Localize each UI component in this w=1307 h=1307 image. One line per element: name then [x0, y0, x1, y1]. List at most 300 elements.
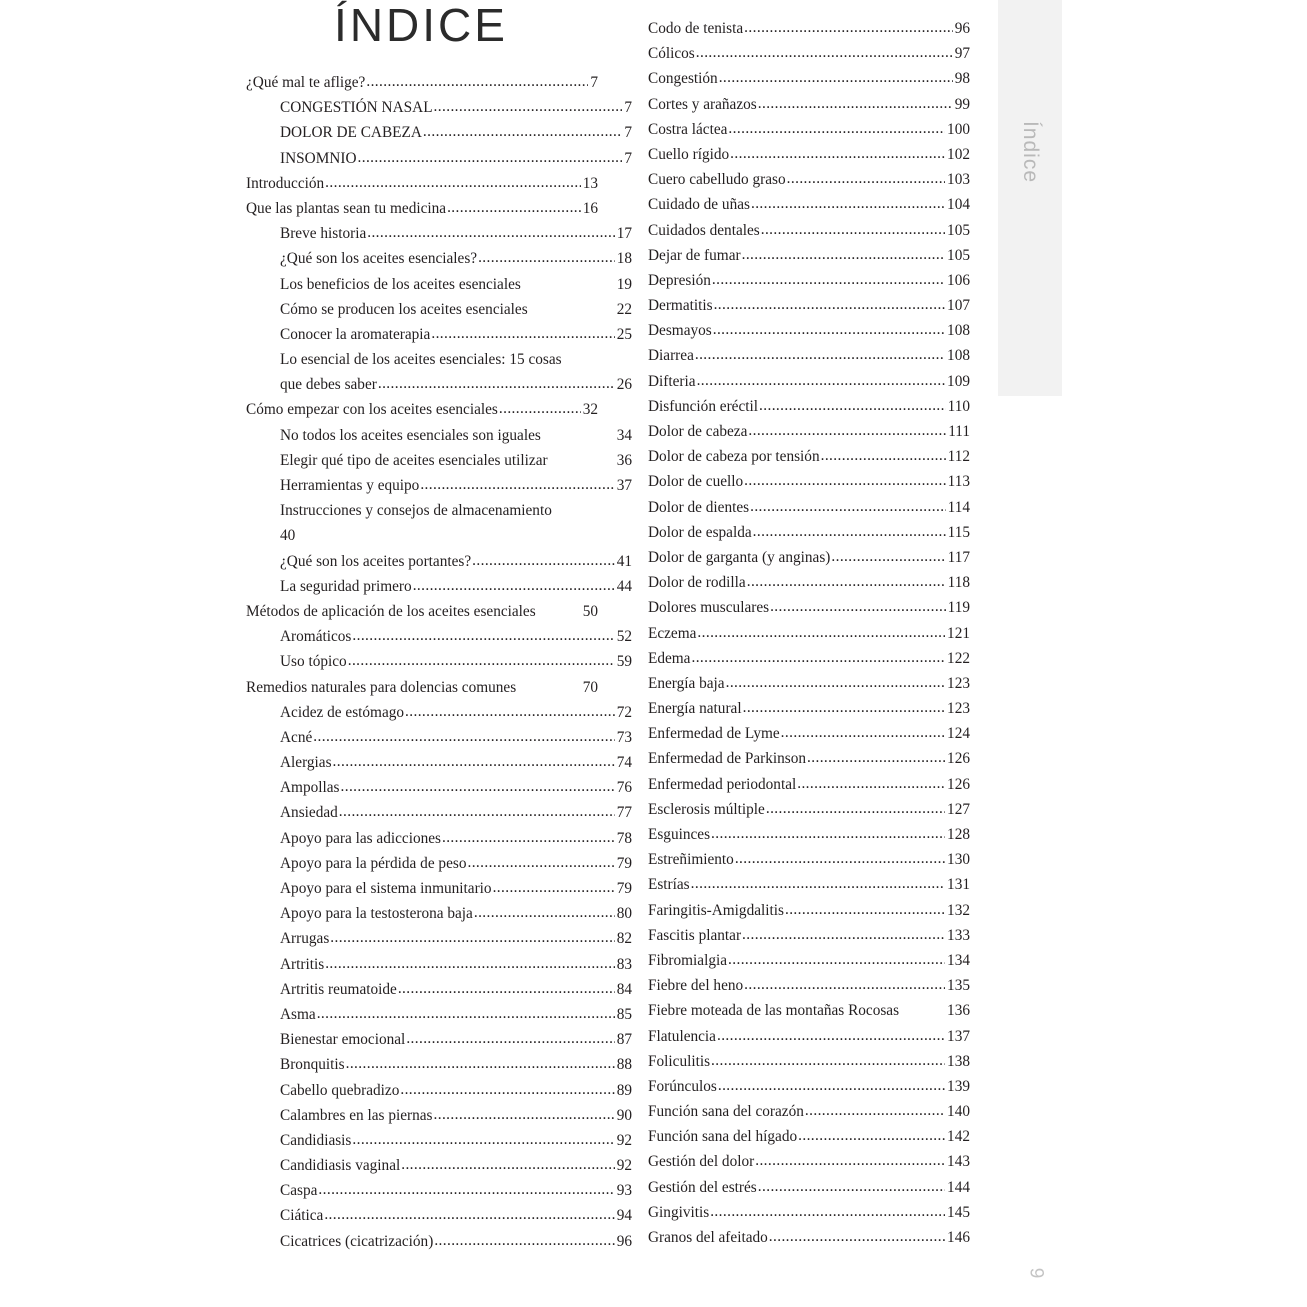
toc-entry[interactable]	[246, 1203, 632, 1228]
toc-entry-label: Artritis	[280, 955, 325, 973]
toc-entry-page-number: 77	[616, 804, 632, 822]
toc-dot-leader	[755, 1149, 945, 1173]
toc-entry[interactable]	[648, 872, 970, 897]
toc-entry[interactable]	[246, 146, 632, 171]
toc-entry[interactable]	[246, 473, 632, 498]
toc-entry-page-number: 127	[947, 800, 970, 818]
toc-entry-page-number: 111	[948, 423, 970, 440]
toc-entry-page-number: 109	[947, 372, 970, 390]
toc-entry-label: Edema	[648, 649, 691, 667]
toc-entry-page-number: 115	[947, 523, 970, 541]
toc-entry-page-number: 13	[582, 174, 598, 192]
toc-entry[interactable]	[246, 826, 632, 851]
toc-entry[interactable]	[648, 1200, 970, 1225]
toc-dot-leader	[744, 16, 953, 40]
toc-entry[interactable]	[648, 847, 970, 872]
toc-entry-page-number: 103	[947, 171, 970, 189]
toc-entry[interactable]	[648, 545, 970, 570]
toc-dot-leader	[758, 1175, 945, 1199]
toc-entry-page-number: 133	[947, 926, 970, 944]
toc-entry-label: Dolor de cuello	[648, 473, 744, 491]
toc-entry[interactable]	[648, 167, 970, 192]
toc-entry-label: Foliculitis	[648, 1052, 711, 1070]
toc-entry[interactable]	[648, 1099, 970, 1124]
toc-dot-leader	[718, 1074, 945, 1098]
toc-entry[interactable]	[648, 293, 970, 318]
toc-entry[interactable]	[648, 218, 970, 243]
toc-entry-label: Fascitis plantar	[648, 926, 742, 944]
toc-entry-label: Cuidados dentales	[648, 221, 760, 239]
toc-dot-leader	[717, 1024, 945, 1048]
toc-dot-leader	[728, 948, 945, 972]
toc-entry[interactable]	[246, 1078, 632, 1103]
toc-entry[interactable]	[246, 1103, 632, 1128]
toc-dot-leader	[730, 142, 945, 166]
toc-entry-page-number: 119	[947, 599, 970, 617]
toc-entry-label: Dolor de cabeza por tensión	[648, 448, 820, 466]
section-tab-label: Índice	[1019, 120, 1042, 184]
toc-dot-leader	[406, 1027, 614, 1051]
toc-entry[interactable]	[246, 1178, 632, 1203]
toc-dot-leader	[798, 1124, 945, 1148]
toc-entry-label: Aromáticos	[280, 628, 352, 646]
toc-dot-leader	[467, 851, 614, 875]
toc-entry[interactable]	[246, 221, 632, 246]
toc-entry-label: Estrías	[648, 876, 690, 894]
toc-entry-page-number: 128	[947, 826, 970, 843]
toc-entry[interactable]	[648, 1074, 970, 1099]
toc-entry[interactable]	[246, 272, 632, 297]
toc-dot-leader	[434, 1103, 615, 1127]
toc-entry-label: Alergias	[280, 754, 332, 772]
toc-entry[interactable]	[246, 675, 598, 700]
toc-entry[interactable]	[648, 117, 970, 142]
toc-entry-label: Apoyo para el sistema inmunitario	[280, 880, 492, 897]
toc-entry-label: Dolor de rodilla	[648, 574, 746, 592]
toc-dot-leader	[728, 117, 945, 141]
toc-dot-leader	[352, 624, 614, 648]
toc-entry-page-number: 145	[947, 1203, 970, 1221]
toc-entry[interactable]	[648, 595, 970, 620]
toc-entry-page-number: 136	[947, 1002, 970, 1020]
toc-entry-page-number: 146	[947, 1229, 970, 1246]
toc-entry-label: ¿Qué son los aceites portantes?	[280, 552, 472, 570]
toc-entry[interactable]	[246, 750, 632, 775]
toc-dot-leader	[434, 95, 623, 119]
toc-dot-leader	[420, 473, 614, 497]
toc-entry[interactable]	[246, 800, 632, 825]
toc-entry-label: Enfermedad de Parkinson	[648, 750, 807, 768]
toc-entry[interactable]	[246, 95, 632, 120]
toc-dot-leader	[758, 92, 953, 116]
toc-entry[interactable]	[648, 671, 970, 696]
toc-entry-page-number: 113	[947, 473, 970, 491]
toc-entry-page-number: 124	[947, 725, 970, 743]
toc-entry-label: Cicatrices (cicatrización)	[280, 1232, 434, 1250]
toc-entry-page-number: 112	[947, 448, 970, 466]
toc-entry[interactable]	[648, 92, 970, 117]
toc-entry[interactable]	[648, 721, 970, 746]
toc-dot-leader	[474, 901, 615, 925]
toc-entry-page-number: 90	[616, 1106, 632, 1124]
toc-entry[interactable]	[648, 696, 970, 721]
page-title: ÍNDICE	[334, 0, 508, 51]
toc-entry[interactable]	[648, 192, 970, 217]
toc-entry-label: ¿Qué mal te aflige?	[246, 74, 366, 91]
toc-entry-page-number: 76	[616, 779, 632, 797]
toc-dot-leader	[726, 671, 945, 695]
toc-dot-leader	[753, 520, 946, 544]
toc-entry-page-number: 126	[947, 775, 970, 793]
toc-entry-label: Fibromialgia	[648, 951, 728, 969]
toc-entry-label: Dejar de fumar	[648, 246, 741, 264]
toc-entry-label: Flatulencia	[648, 1027, 716, 1045]
toc-entry-page-number: 52	[616, 628, 632, 646]
toc-entry[interactable]	[648, 343, 970, 368]
toc-entry[interactable]	[648, 66, 970, 91]
toc-dot-leader	[330, 926, 614, 950]
toc-entry-label: Costra láctea	[648, 120, 728, 138]
toc-entry-page-number: 96	[954, 20, 970, 37]
toc-entry-page-number: 105	[947, 221, 970, 239]
toc-entry-page-number: 100	[947, 120, 970, 138]
toc-entry[interactable]	[246, 196, 598, 221]
toc-entry-label: Calambres en las piernas	[280, 1106, 433, 1124]
toc-entry[interactable]	[648, 444, 970, 469]
toc-entry[interactable]	[246, 1027, 632, 1052]
toc-dot-leader	[447, 196, 581, 220]
toc-entry-label: Cuidado de uñas	[648, 196, 750, 214]
toc-dot-leader	[742, 243, 945, 267]
toc-dot-leader	[493, 876, 615, 900]
toc-entry[interactable]	[648, 1175, 970, 1200]
toc-entry-page-number: 130	[947, 851, 970, 869]
toc-dot-leader	[710, 1200, 945, 1224]
toc-entry-page-number: 79	[616, 854, 632, 872]
toc-entry-page-number: 92	[616, 1131, 632, 1149]
toc-entry[interactable]	[246, 1002, 632, 1027]
toc-dot-leader	[405, 700, 615, 724]
toc-entry[interactable]	[648, 1024, 970, 1049]
toc-entry[interactable]	[246, 1052, 632, 1077]
toc-entry[interactable]	[246, 70, 598, 95]
toc-entry-label: Los beneficios de los aceites esenciales	[280, 275, 521, 293]
toc-entry-page-number: 19	[616, 275, 632, 293]
toc-dot-leader	[423, 120, 622, 144]
toc-dot-leader	[333, 750, 615, 774]
toc-entry-page-number: 87	[616, 1031, 632, 1049]
toc-entry-page-number: 37	[616, 477, 632, 494]
toc-entry[interactable]	[648, 41, 970, 66]
toc-entry-label: Eczema	[648, 624, 697, 642]
toc-entry[interactable]	[648, 394, 970, 419]
toc-entry[interactable]	[648, 369, 970, 394]
toc-dot-leader	[313, 725, 614, 749]
toc-entry-page-number: 96	[616, 1232, 632, 1250]
toc-entry[interactable]	[246, 599, 598, 624]
toc-dot-leader	[346, 1052, 615, 1076]
toc-entry-label: Cortes y arañazos	[648, 95, 757, 113]
toc-entry-label: Cuero cabelludo graso	[648, 171, 786, 189]
toc-entry-label: Faringitis-Amigdalitis	[648, 901, 784, 919]
toc-dot-leader	[431, 322, 614, 346]
toc-entry-label: INSOMNIO	[280, 149, 357, 167]
toc-entry[interactable]	[246, 347, 632, 372]
toc-entry-page-number: 144	[947, 1178, 970, 1196]
toc-entry[interactable]	[648, 520, 970, 545]
toc-dot-leader	[339, 800, 615, 824]
toc-entry-label: Bienestar emocional	[280, 1031, 406, 1049]
toc-entry[interactable]	[648, 268, 970, 293]
toc-entry-page-number: 34	[616, 426, 632, 444]
toc-entry-label: Que las plantas sean tu medicina	[246, 199, 447, 217]
toc-entry-label: Lo esencial de los aceites esenciales: 15 cosas	[280, 351, 562, 369]
toc-entry[interactable]	[246, 372, 632, 397]
toc-entry[interactable]	[246, 700, 632, 725]
toc-entry-label: Energía baja	[648, 674, 725, 692]
toc-entry-page-number: 17	[616, 225, 632, 243]
toc-entry-label: Gestión del dolor	[648, 1153, 755, 1171]
toc-entry-label: Breve historia	[280, 225, 367, 243]
toc-dot-leader	[499, 397, 581, 421]
toc-entry-label: Ampollas	[280, 779, 340, 797]
toc-dot-leader	[750, 495, 946, 519]
toc-entry[interactable]	[246, 120, 632, 145]
toc-entry[interactable]	[246, 876, 632, 901]
toc-entry[interactable]	[648, 469, 970, 494]
toc-entry-label: Artritis reumatoide	[280, 980, 397, 998]
toc-dot-leader	[714, 293, 945, 317]
toc-entry-label: Codo de tenista	[648, 20, 744, 37]
toc-dot-leader	[831, 545, 945, 569]
toc-dot-leader	[398, 977, 615, 1001]
toc-entry[interactable]	[648, 142, 970, 167]
toc-entry[interactable]	[648, 998, 970, 1023]
toc-entry[interactable]	[246, 448, 632, 473]
toc-entry-label: DOLOR DE CABEZA	[280, 124, 422, 142]
toc-dot-leader	[712, 268, 945, 292]
toc-entry-label: Gingivitis	[648, 1203, 710, 1221]
toc-entry-label: Dolor de cabeza	[648, 423, 748, 440]
toc-entry[interactable]	[246, 498, 632, 523]
toc-entry-page-number: 44	[616, 577, 632, 595]
toc-dot-leader	[781, 721, 945, 745]
toc-entry-page-number: 92	[616, 1157, 632, 1175]
toc-entry-label: Energía natural	[648, 700, 742, 718]
toc-entry[interactable]	[246, 624, 632, 649]
toc-dot-leader	[691, 872, 945, 896]
toc-entry[interactable]	[246, 725, 632, 750]
toc-dot-leader	[743, 696, 945, 720]
toc-entry-label: Forúnculos	[648, 1077, 717, 1095]
toc-entry[interactable]	[246, 977, 632, 1002]
toc-entry[interactable]	[648, 923, 970, 948]
toc-entry-page-number: 59	[616, 653, 632, 671]
toc-entry-label: Congestión	[648, 70, 718, 88]
toc-entry-label: Cuello rígido	[648, 145, 730, 163]
toc-entry-page-number: 108	[947, 347, 970, 365]
toc-entry-page-number: 138	[947, 1052, 970, 1070]
toc-entry-page-number: 84	[616, 980, 632, 998]
toc-entry-label: CONGESTIÓN NASAL	[280, 99, 433, 117]
toc-dot-leader	[711, 822, 945, 846]
toc-dot-leader	[713, 318, 945, 342]
toc-entry[interactable]	[648, 16, 970, 41]
toc-column-left	[246, 70, 632, 1254]
toc-dot-leader	[744, 973, 945, 997]
toc-dot-leader	[348, 649, 615, 673]
toc-entry-page-number: 106	[947, 271, 970, 289]
toc-dot-leader	[748, 419, 946, 443]
toc-entry-label: Cómo se producen los aceites esenciales	[280, 300, 528, 318]
toc-entry[interactable]	[648, 1225, 970, 1250]
toc-entry[interactable]	[246, 775, 632, 800]
toc-entry-page-number: 98	[954, 70, 970, 88]
toc-entry[interactable]	[648, 243, 970, 268]
toc-entry-page-number: 25	[616, 325, 632, 343]
toc-entry-label: Instrucciones y consejos de almacenamiento	[280, 502, 552, 520]
toc-entry-page-number: 18	[616, 250, 632, 268]
toc-entry[interactable]	[648, 646, 970, 671]
toc-entry-page-number: 79	[616, 880, 632, 897]
toc-entry-label: Enfermedad periodontal	[648, 775, 797, 793]
toc-entry-page-number: 50	[582, 602, 598, 620]
toc-entry-label: Bronquitis	[280, 1056, 345, 1074]
toc-entry-label: Asma	[280, 1005, 316, 1023]
toc-entry-page-number: 89	[616, 1081, 632, 1099]
toc-entry[interactable]	[648, 973, 970, 998]
toc-entry-label: Dolor de garganta (y anginas)	[648, 548, 831, 566]
toc-entry[interactable]	[648, 419, 970, 444]
toc-entry-label: Gestión del estrés	[648, 1178, 757, 1196]
toc-entry-label: Ciática	[280, 1207, 324, 1225]
toc-dot-leader	[821, 444, 946, 468]
toc-entry[interactable]	[648, 1049, 970, 1074]
toc-entry-page-number: 123	[947, 674, 970, 692]
toc-entry-page-number: 97	[954, 45, 970, 63]
toc-entry-label: Caspa	[280, 1182, 318, 1200]
toc-dot-leader	[352, 1128, 614, 1152]
toc-entry[interactable]	[246, 246, 632, 271]
toc-entry[interactable]	[246, 851, 632, 876]
toc-dot-leader	[413, 574, 615, 598]
toc-entry-page-number: 41	[616, 552, 632, 570]
toc-entry-label: Candidiasis vaginal	[280, 1157, 401, 1175]
toc-entry-page-number: 117	[947, 548, 970, 566]
toc-entry-page-number: 94	[616, 1207, 632, 1225]
toc-entry-label: Estreñimiento	[648, 851, 734, 869]
toc-dot-leader	[770, 595, 946, 619]
toc-entry-label: Dermatitis	[648, 297, 713, 315]
toc-entry-label: Apoyo para la pérdida de peso	[280, 854, 467, 872]
toc-entry-page-number: 108	[947, 322, 970, 340]
toc-entry[interactable]	[246, 171, 598, 196]
toc-dot-leader	[324, 1203, 614, 1227]
toc-dot-leader	[719, 66, 953, 90]
toc-entry-page-number: 26	[616, 376, 632, 394]
toc-entry-label: ¿Qué son los aceites esenciales?	[280, 250, 478, 268]
toc-entry[interactable]	[648, 772, 970, 797]
toc-entry[interactable]	[246, 549, 632, 574]
toc-entry-page-number: 114	[947, 498, 970, 516]
toc-entry[interactable]	[648, 1149, 970, 1174]
toc-dot-leader	[401, 1153, 614, 1177]
toc-entry[interactable]	[246, 649, 632, 674]
toc-dot-leader	[366, 70, 588, 94]
toc-entry[interactable]	[648, 948, 970, 973]
toc-dot-leader	[478, 246, 615, 270]
toc-dot-leader	[711, 1049, 945, 1073]
toc-entry-label: Esguinces	[648, 826, 711, 843]
toc-entry-page-number: 74	[616, 754, 632, 772]
toc-entry[interactable]	[648, 621, 970, 646]
toc-entry-page-number: 121	[947, 624, 970, 642]
toc-entry-label: Métodos de aplicación de los aceites esenciales	[246, 602, 536, 620]
toc-entry-page-number: 73	[616, 728, 632, 746]
toc-entry-label: Acidez de estómago	[280, 703, 405, 721]
toc-entry-page-number: 134	[947, 951, 970, 969]
toc-entry[interactable]	[246, 1128, 632, 1153]
toc-entry[interactable]	[246, 423, 632, 448]
toc-entry-page-number: 139	[947, 1077, 970, 1095]
toc-entry[interactable]	[246, 397, 598, 422]
toc-dot-leader	[697, 621, 945, 645]
toc-entry[interactable]	[246, 297, 632, 322]
toc-entry[interactable]	[648, 318, 970, 343]
toc-entry[interactable]	[246, 574, 632, 599]
toc-entry[interactable]	[246, 952, 632, 977]
toc-dot-leader	[341, 775, 615, 799]
toc-entry-label: Introducción	[246, 174, 325, 192]
toc-entry-label: 40	[280, 527, 296, 545]
toc-dot-leader	[787, 167, 945, 191]
toc-entry[interactable]	[246, 901, 632, 926]
toc-dot-leader	[759, 394, 946, 418]
toc-entry[interactable]	[648, 898, 970, 923]
toc-entry-label: Enfermedad de Lyme	[648, 725, 780, 743]
toc-entry[interactable]	[246, 1153, 632, 1178]
toc-entry[interactable]	[648, 570, 970, 595]
toc-entry[interactable]	[246, 523, 632, 548]
toc-entry[interactable]	[648, 746, 970, 771]
toc-entry-page-number: 126	[947, 750, 970, 768]
toc-entry-label: Dolores musculares	[648, 599, 770, 617]
toc-entry-label: Depresión	[648, 271, 711, 289]
toc-dot-leader	[325, 171, 581, 195]
toc-dot-leader	[317, 1002, 615, 1026]
toc-entry-label: Desmayos	[648, 322, 712, 340]
toc-entry-page-number: 107	[947, 297, 970, 315]
toc-entry-page-number: 104	[947, 196, 970, 214]
toc-entry[interactable]	[246, 322, 632, 347]
toc-entry[interactable]	[648, 822, 970, 847]
toc-entry[interactable]	[648, 495, 970, 520]
toc-dot-leader	[766, 797, 945, 821]
toc-entry-page-number: 7	[624, 99, 632, 117]
toc-entry-page-number: 132	[947, 901, 970, 919]
toc-entry[interactable]	[648, 797, 970, 822]
toc-entry-page-number: 78	[616, 829, 632, 847]
toc-entry-label: La seguridad primero	[280, 577, 412, 595]
toc-entry[interactable]	[246, 926, 632, 951]
toc-dot-leader	[751, 192, 945, 216]
toc-entry[interactable]	[648, 1124, 970, 1149]
toc-dot-leader	[367, 221, 614, 245]
section-tab	[998, 0, 1062, 396]
toc-entry-label: Disfunción eréctil	[648, 397, 759, 415]
toc-entry[interactable]	[246, 1229, 632, 1254]
toc-dot-leader	[400, 1078, 614, 1102]
